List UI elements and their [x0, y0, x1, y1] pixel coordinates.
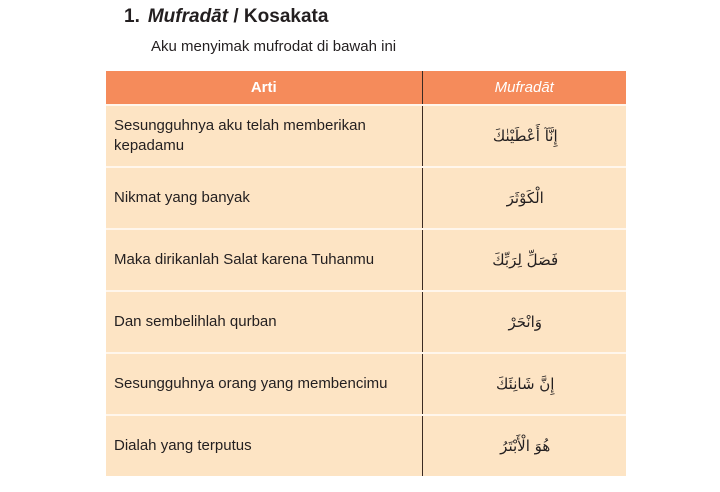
table-header-row — [106, 71, 626, 105]
mufradat-cell: هُوَ الْأَبْتَرُ — [422, 415, 626, 476]
mufradat-cell: إِنَّ شَانِئَكَ — [422, 353, 626, 415]
table-row — [106, 415, 626, 476]
arti-cell: Maka dirikanlah Salat karena Tuhanmu — [106, 229, 422, 291]
mufradat-cell: الْكَوْثَرَ — [422, 167, 626, 229]
arti-cell: Nikmat yang banyak — [106, 167, 422, 229]
arti-cell: Sesungguhnya orang yang membencimu — [106, 353, 422, 415]
arti-cell: Dan sembelihlah qurban — [106, 291, 422, 353]
mufradat-cell: فَصَلِّ لِرَبِّكَ — [422, 229, 626, 291]
section-heading — [124, 6, 328, 28]
header-mufradat: Mufradāt — [422, 71, 626, 105]
table-row — [106, 229, 626, 291]
arti-cell: Sesungguhnya aku telah memberikan kepadamu — [106, 105, 422, 167]
arti-cell: Dialah yang terputus — [106, 415, 422, 476]
table-row — [106, 167, 626, 229]
mufradat-cell: وَانْحَرْ — [422, 291, 626, 353]
table-row — [106, 105, 626, 167]
section-title-rest: / Kosakata — [228, 6, 329, 27]
table-row — [106, 353, 626, 415]
section-number: 1. — [124, 6, 140, 27]
section-title-italic: Mufradāt — [147, 6, 229, 27]
table-row — [106, 291, 626, 353]
mufradat-cell: إِنَّآ أَعْطَيْنٰكَ — [422, 105, 626, 167]
instruction-text: Aku menyimak mufrodat di bawah ini — [151, 38, 397, 55]
header-arti: Arti — [106, 71, 422, 105]
vocabulary-table — [106, 71, 626, 476]
